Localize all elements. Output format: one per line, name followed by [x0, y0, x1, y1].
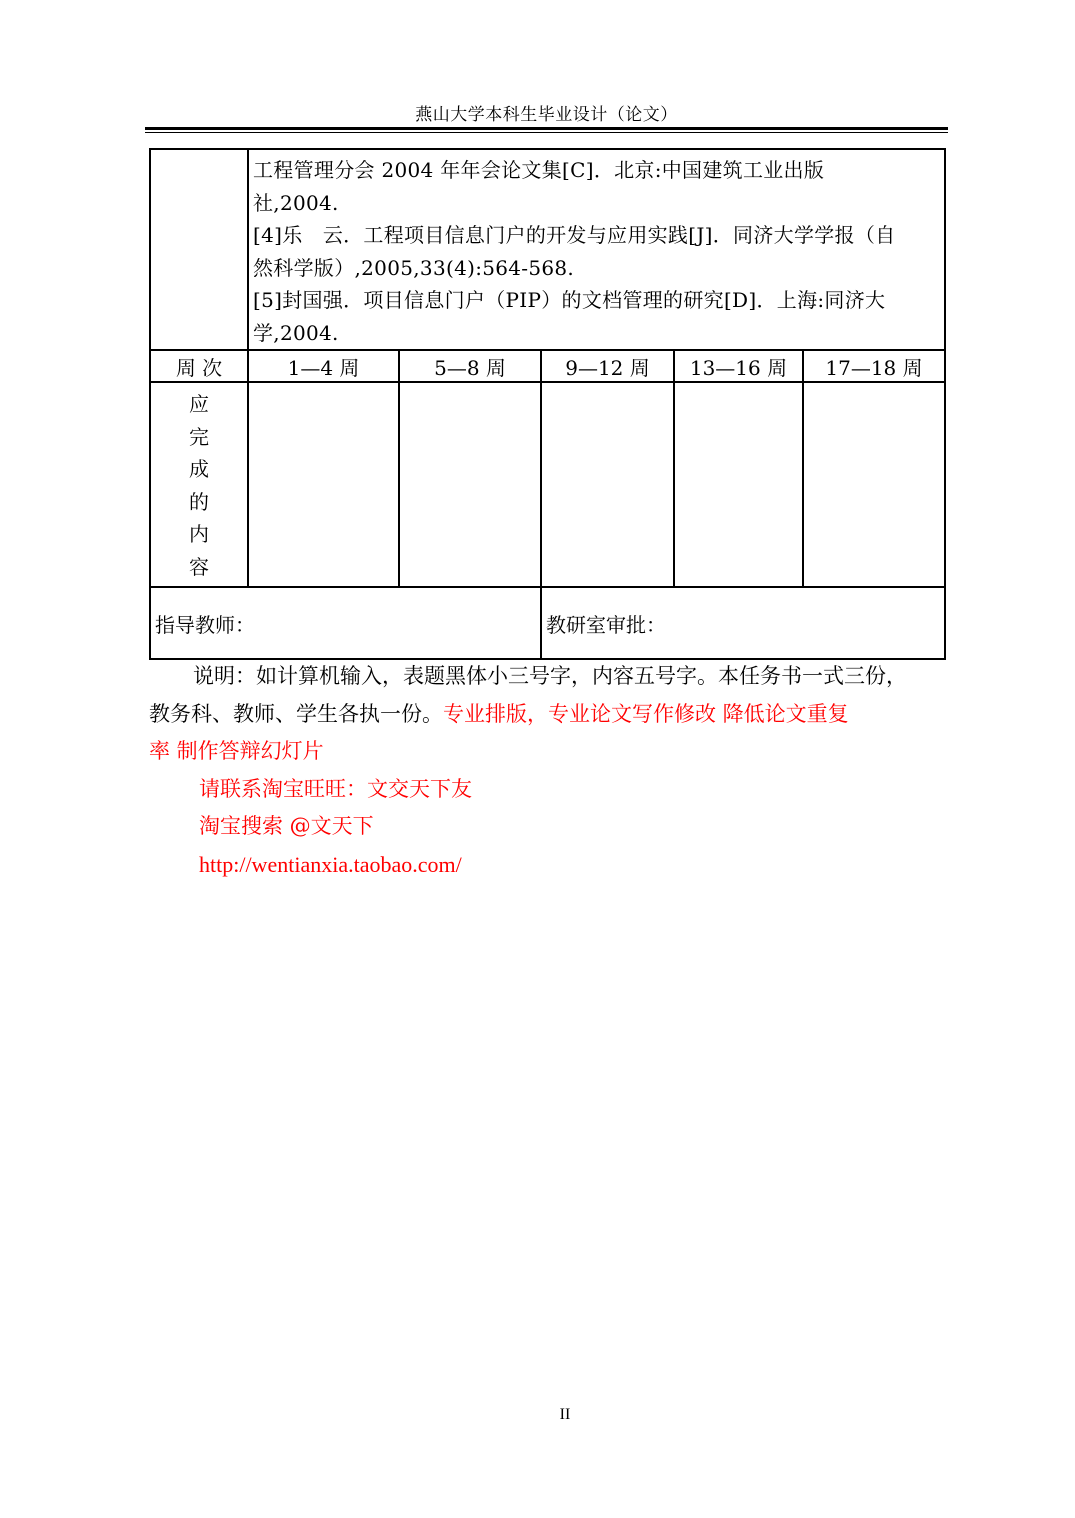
week-row-label: 周 次	[150, 350, 248, 382]
content-row	[150, 382, 945, 587]
content-cell-week-2	[399, 382, 541, 587]
references-cell	[248, 149, 945, 350]
page-header-title: 燕山大学本科生毕业设计（论文）	[415, 105, 678, 125]
signature-row	[150, 587, 945, 659]
notes-line-2-red: 专业排版，专业论文写作修改 降低论文重复	[443, 701, 849, 726]
content-label-char: 完	[189, 424, 209, 449]
reference-line: 学,2004.	[253, 320, 339, 345]
search-line: 淘宝搜索 @文天下	[199, 814, 374, 838]
reference-line: 然科学版）,2005,33(4):564-568.	[253, 255, 575, 280]
content-label-char: 的	[189, 489, 209, 514]
week-header-5: 17—18 周	[803, 350, 945, 382]
content-label-char: 应	[189, 392, 209, 416]
content-cell-week-1	[248, 382, 399, 587]
week-header-1: 1—4 周	[248, 350, 399, 382]
content-label-char: 容	[189, 554, 209, 579]
shop-url-link[interactable]: http://wentianxia.taobao.com/	[199, 851, 462, 877]
notes-section	[149, 658, 949, 883]
week-header-row	[150, 350, 945, 382]
reference-line: 社,2004.	[253, 190, 339, 215]
content-label-char: 成	[189, 457, 209, 481]
notes-line-1: 说明：如计算机输入，表题黑体小三号字，内容五号字。本任务书一式三份，	[193, 664, 907, 688]
page-number: II	[559, 1406, 571, 1423]
week-header-2: 5—8 周	[399, 350, 541, 382]
content-cell-week-4	[674, 382, 803, 587]
notes-line-3: 率 制作答辩幻灯片	[149, 739, 324, 763]
content-cell-week-5	[803, 382, 945, 587]
task-table	[149, 148, 946, 660]
week-header-4: 13—16 周	[674, 350, 803, 382]
notes-line-2-black: 教务科、教师、学生各执一份。	[149, 701, 443, 726]
office-approval-cell: 教研室审批：	[541, 587, 945, 659]
notes-line-2	[149, 696, 949, 734]
reference-line: [5]封国强．项目信息门户（PIP）的文档管理的研究[D]．上海:同济大	[253, 288, 886, 312]
contact-line: 请联系淘宝旺旺：文交天下友	[199, 776, 472, 801]
reference-line: [4]乐 云．工程项目信息门户的开发与应用实践[J]．同济大学学报（自	[253, 223, 896, 247]
header-rule-thin	[145, 132, 948, 133]
content-label-cell	[150, 382, 248, 587]
content-label-char: 内	[189, 522, 209, 546]
header-rule-thick	[145, 127, 948, 130]
advisor-signature-cell: 指导教师：	[150, 587, 541, 659]
week-header-3: 9—12 周	[541, 350, 674, 382]
content-cell-week-3	[541, 382, 674, 587]
reference-line: 工程管理分会 2004 年年会论文集[C]．北京:中国建筑工业出版	[253, 158, 825, 182]
references-row	[150, 149, 945, 350]
references-label-cell	[150, 149, 248, 350]
